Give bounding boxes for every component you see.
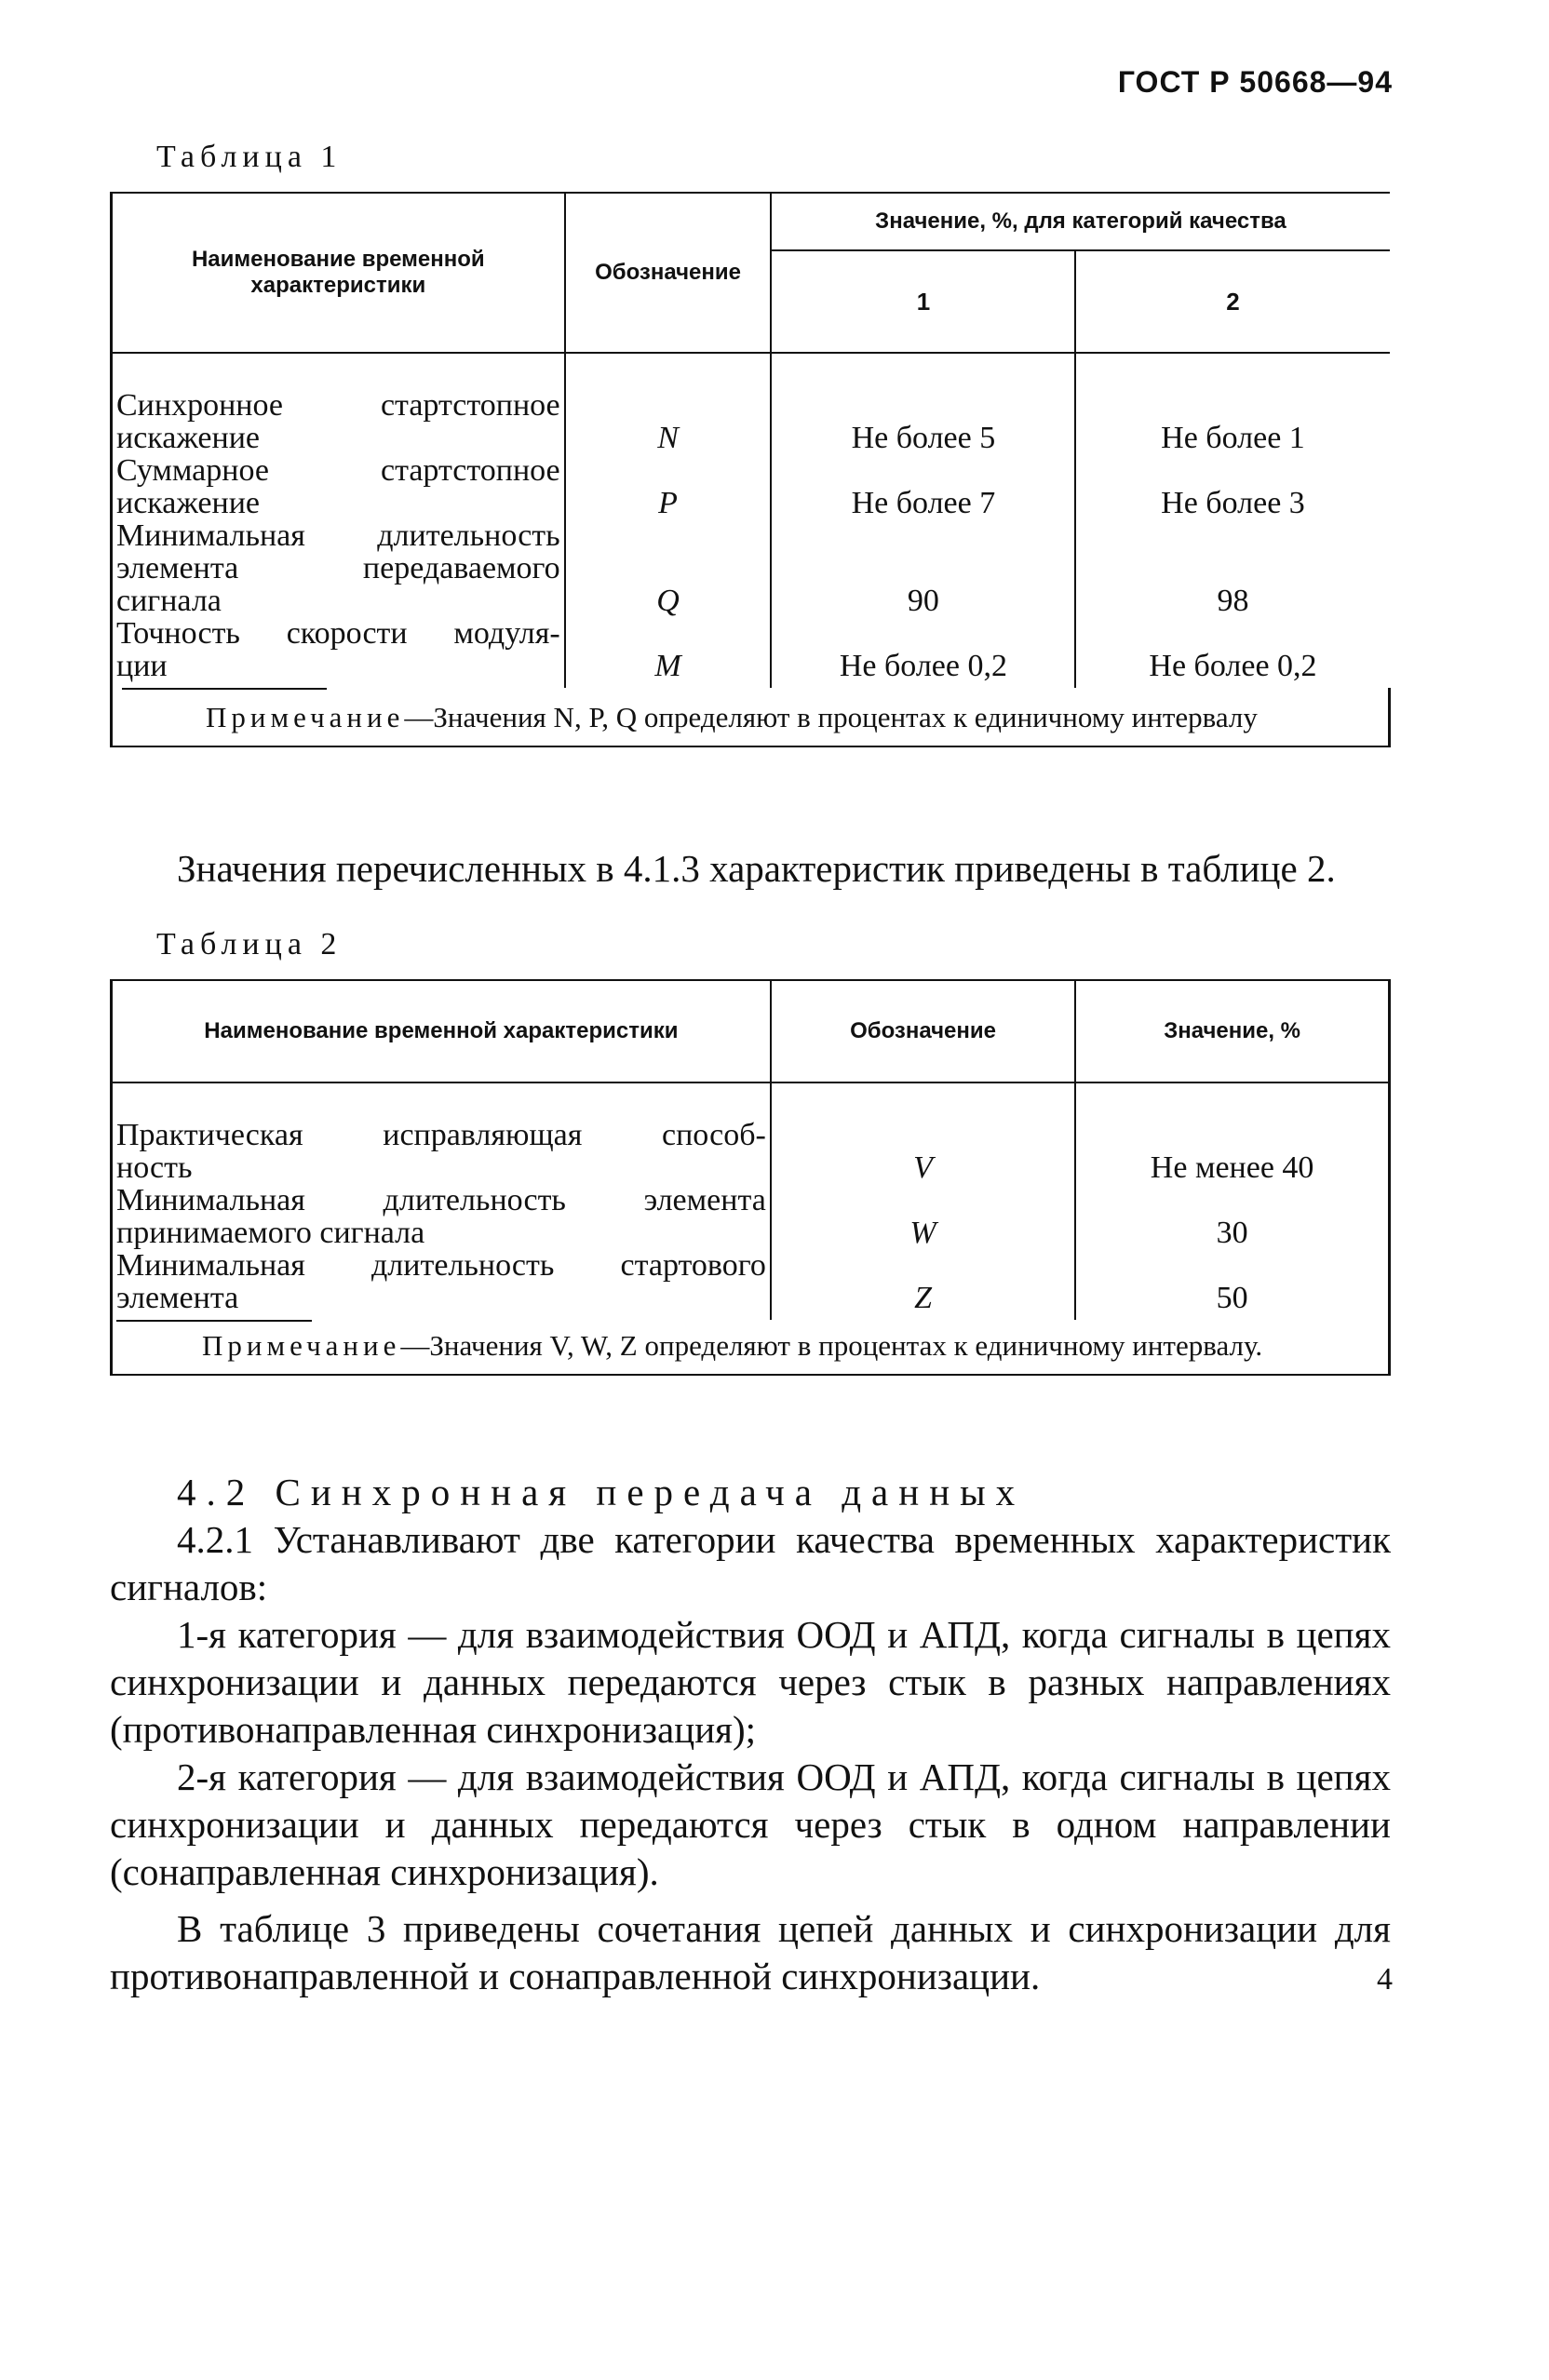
table1	[110, 192, 1391, 747]
section-title: 4.2 Синхронная передача данных	[177, 1471, 1026, 1513]
t1-row3-cat1: 90	[771, 519, 1075, 617]
t1-row3-symbol: Q	[565, 519, 772, 617]
t1-header-cat2: 2	[1075, 250, 1389, 353]
paragraph-table2-intro: Значения перечисленных в 4.1.3 характеристик приведены в таблице 2.	[177, 847, 1336, 890]
t1-row1-symbol: N	[565, 353, 772, 454]
t1-row3-name: Минимальная длительность элемента передаваемого сигнала	[112, 519, 565, 617]
t1-row2-cat2: Не более 3	[1161, 486, 1305, 520]
t1-note: Примечание—Значения N, P, Q определяют в процентах к единичному интервалу	[206, 701, 1258, 733]
paragraph-4-2-1: 4.2.1 Устанавливают две категории качества временных характеристик сигналов:	[110, 1518, 1391, 1608]
t2-row3-symbol: Z	[771, 1249, 1075, 1320]
table2-caption: Таблица 2	[156, 927, 343, 961]
t2-row1-symbol: V	[771, 1082, 1075, 1184]
standard-code: ГОСТ Р 50668—94	[1117, 65, 1393, 99]
t1-header-values: Значение, %, для категорий качества	[771, 193, 1389, 250]
table2	[110, 979, 1391, 1376]
t2-row2-name: Минимальная длительность элемента принимаемого сигнала	[112, 1184, 771, 1249]
t1-row4-symbol: M	[565, 617, 772, 688]
t1-row4-cat2: Не более 0,2	[1149, 649, 1317, 683]
t1-row2-cat1: Не более 7	[771, 454, 1075, 519]
paragraph-category-2: 2-я категория — для взаимодействия ООД и АПД, когда сигналы в цепях синхронизации и данных передаются через стык в одном направлении (сонаправленная синхронизация).	[110, 1755, 1391, 1893]
t2-row1-name: Практическая исправляющая способ- ность	[112, 1082, 771, 1184]
t2-row3-value: 50	[1075, 1249, 1389, 1320]
t1-row3-cat2: 98	[1217, 584, 1249, 618]
t1-header-symbol: Обозначение	[565, 193, 772, 353]
t1-header-name: Наименование временной характеристики	[112, 193, 565, 353]
t1-row1-cat1: Не более 5	[771, 353, 1075, 454]
t2-row1-value: Не менее 40	[1075, 1082, 1389, 1184]
t1-row2-symbol: P	[565, 454, 772, 519]
t1-row4-cat1: Не более 0,2	[771, 617, 1075, 688]
t2-header-symbol: Обозначение	[771, 980, 1075, 1082]
t2-header-value: Значение, %	[1075, 980, 1389, 1082]
t2-row2-value: 30	[1075, 1184, 1389, 1249]
t1-header-cat1: 1	[771, 250, 1075, 353]
t1-row1-name: Синхронное стартстопное искажение	[112, 353, 565, 454]
t2-header-name: Наименование временной характеристики	[112, 980, 771, 1082]
section-body	[110, 1469, 1391, 2000]
t2-note: Примечание—Значения V, W, Z определяют в процентах к единичному интервалу.	[202, 1329, 1263, 1362]
t1-note-cell	[112, 688, 1390, 746]
t1-row1-cat2: Не более 1	[1161, 421, 1305, 455]
paragraph-table3-ref: В таблице 3 приведены сочетания цепей данных и синхронизации для противонаправленной и сонаправленной синхронизации.	[110, 1907, 1391, 1997]
t1-row2-name: Суммарное стартстопное искажение	[112, 454, 565, 519]
t2-note-cell	[112, 1320, 1390, 1375]
t2-row3-name: Минимальная длительность стартового элемента	[112, 1249, 771, 1320]
t2-row2-symbol: W	[771, 1184, 1075, 1249]
table1-caption: Таблица 1	[156, 140, 343, 174]
page-number: 4	[1377, 1962, 1393, 1997]
paragraph-category-1: 1-я категория — для взаимодействия ООД и АПД, когда сигналы в цепях синхронизации и данных передаются через стык в разных направлениях (противонаправленная синхронизация);	[110, 1613, 1391, 1751]
t1-row4-name: Точность скорости модуля- ции	[112, 617, 565, 688]
